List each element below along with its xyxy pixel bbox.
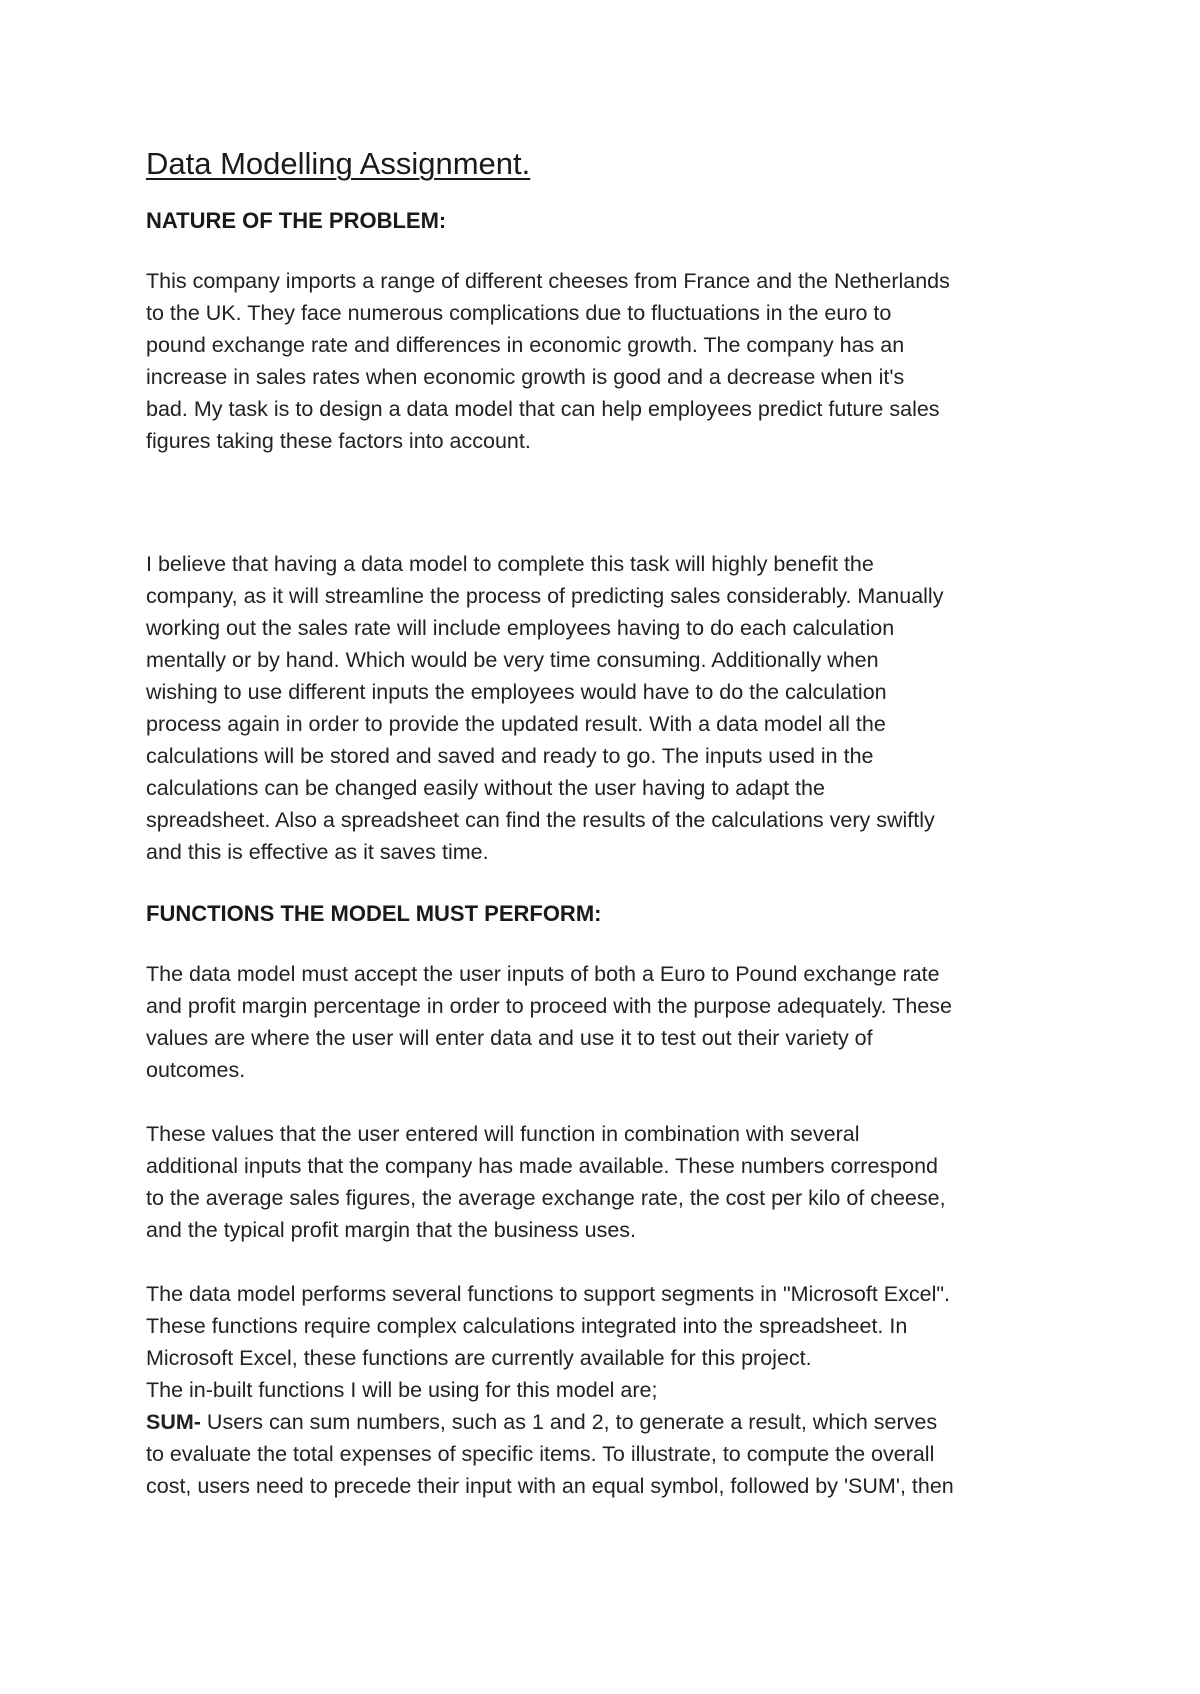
sum-function-term: SUM-	[146, 1410, 201, 1434]
text-line: and profit margin percentage in order to proceed with the purpose adequately. These	[146, 994, 952, 1018]
text-line: mentally or by hand. Which would be very time consuming. Additionally when	[146, 648, 879, 672]
text-line: to the average sales figures, the average exchange rate, the cost per kilo of cheese,	[146, 1186, 946, 1210]
text-line: Microsoft Excel, these functions are currently available for this project.	[146, 1346, 812, 1370]
text-line: The data model performs several functions to support segments in "Microsoft Excel".	[146, 1282, 950, 1306]
section-heading-nature-of-problem: NATURE OF THE PROBLEM:	[146, 208, 447, 233]
text-line: working out the sales rate will include employees having to do each calculation	[146, 616, 895, 640]
text-line: company, as it will streamline the process of predicting sales considerably. Manually	[146, 584, 944, 608]
sum-function-description: Users can sum numbers, such as 1 and 2, to generate a result, which serves	[200, 1410, 938, 1434]
section-heading-functions: FUNCTIONS THE MODEL MUST PERFORM:	[146, 901, 602, 926]
text-line: cost, users need to precede their input with an equal symbol, followed by 'SUM', then	[146, 1474, 954, 1498]
text-line: calculations will be stored and saved and ready to go. The inputs used in the	[146, 744, 874, 768]
text-line: This company imports a range of different cheeses from France and the Netherlands	[146, 269, 950, 293]
text-line: figures taking these factors into account.	[146, 429, 531, 453]
sum-function-line	[146, 1406, 954, 1438]
paragraph-excel-functions	[146, 1278, 954, 1502]
text-line: I believe that having a data model to complete this task will highly benefit the	[146, 552, 874, 576]
text-line: increase in sales rates when economic growth is good and a decrease when it's	[146, 365, 905, 389]
text-line: outcomes.	[146, 1058, 246, 1082]
text-line: spreadsheet. Also a spreadsheet can find the results of the calculations very swiftly	[146, 808, 935, 832]
paragraph-additional-inputs	[146, 1118, 946, 1246]
text-line: bad. My task is to design a data model that can help employees predict future sales	[146, 397, 940, 421]
text-line: values are where the user will enter data and use it to test out their variety of	[146, 1026, 873, 1050]
text-line: additional inputs that the company has made available. These numbers correspond	[146, 1154, 939, 1178]
paragraph-problem-description	[146, 265, 950, 457]
text-line: and the typical profit margin that the business uses.	[146, 1218, 636, 1242]
text-line: wishing to use different inputs the employees would have to do the calculation	[146, 680, 887, 704]
paragraph-user-inputs	[146, 958, 952, 1086]
paragraph-benefits	[146, 548, 943, 868]
text-line: process again in order to provide the updated result. With a data model all the	[146, 712, 886, 736]
text-line: to evaluate the total expenses of specific items. To illustrate, to compute the overall	[146, 1442, 935, 1466]
text-line: to the UK. They face numerous complications due to fluctuations in the euro to	[146, 301, 892, 325]
text-line: The in-built functions I will be using for this model are;	[146, 1378, 658, 1402]
text-line: These functions require complex calculations integrated into the spreadsheet. In	[146, 1314, 908, 1338]
text-line: These values that the user entered will function in combination with several	[146, 1122, 860, 1146]
document-title: Data Modelling Assignment.	[146, 146, 531, 181]
text-line: pound exchange rate and differences in economic growth. The company has an	[146, 333, 905, 357]
text-line: calculations can be changed easily without the user having to adapt the	[146, 776, 825, 800]
text-line: The data model must accept the user inputs of both a Euro to Pound exchange rate	[146, 962, 940, 986]
text-line: and this is effective as it saves time.	[146, 840, 489, 864]
